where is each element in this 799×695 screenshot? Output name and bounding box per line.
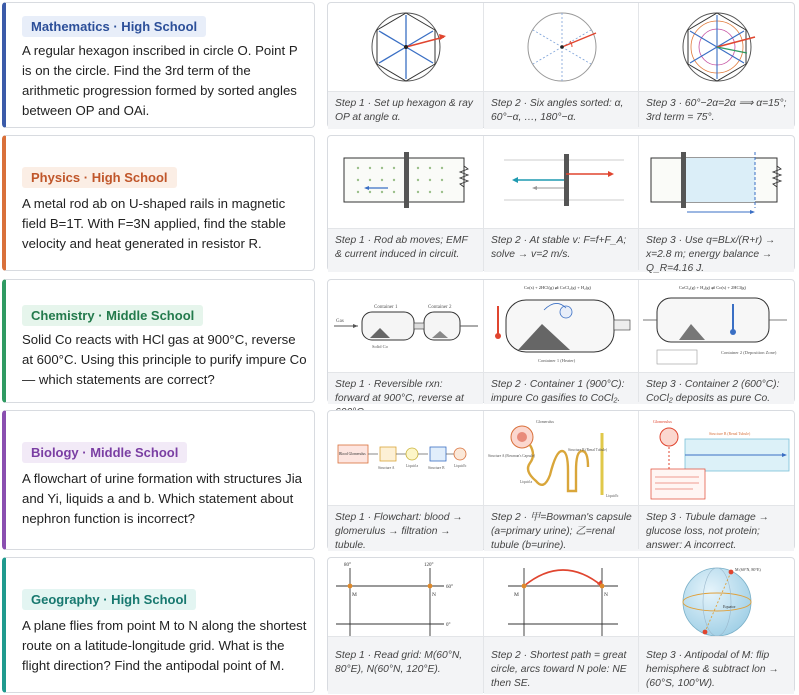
row-biology bbox=[0, 410, 799, 550]
reversible-reaction-figure bbox=[328, 280, 483, 372]
step-2 bbox=[483, 280, 639, 402]
displacement-figure bbox=[639, 136, 794, 224]
problem-card-biology bbox=[2, 410, 315, 550]
problem-text: A metal rod ab on U-shaped rails in magnetic field B=1T. With F=3N applied, find the stable velocity and heat generated in resistor R. bbox=[22, 196, 286, 251]
step-caption: Step 3 · Use q=BLx/(R+r) → x=2.8 m; energy balance → Q_R=4.16 J. bbox=[639, 228, 794, 272]
row-physics bbox=[0, 135, 799, 274]
label-m: M bbox=[352, 592, 357, 598]
step-1 bbox=[328, 411, 483, 549]
label-point-m: M (60°N, 80°E) bbox=[735, 567, 761, 572]
step-caption: Step 2 · Shortest path = great circle, arcs toward N pole: NE then SE. bbox=[484, 636, 639, 694]
angle-solution-figure bbox=[639, 3, 794, 91]
row-math bbox=[0, 2, 799, 128]
step-caption: Step 1 · Set up hexagon & ray OP at angle α. bbox=[328, 91, 483, 129]
row-chemistry bbox=[0, 279, 799, 403]
nephron-figure bbox=[484, 411, 639, 505]
label-lon-120: 120° bbox=[424, 563, 434, 568]
step-3 bbox=[638, 3, 794, 127]
equation-label: Co(s) + 2HCl(g) ⇌ CoCl₂(g) + H₂(g) bbox=[524, 285, 591, 290]
label-container-2: Container 2 bbox=[428, 305, 452, 310]
step-caption: Step 3 · Tubule damage → glucose loss, not protein; answer: A incorrect. bbox=[639, 505, 794, 551]
row-geography bbox=[0, 557, 799, 693]
hexagon-ray-figure bbox=[328, 3, 483, 91]
label-solid-co: Solid Co bbox=[372, 344, 388, 349]
step-caption: Step 1 · Flowchart: blood → glomerulus → filtration → tubule. bbox=[328, 505, 483, 551]
six-angles-figure bbox=[484, 3, 639, 91]
problem-text: A plane flies from point M to N along the shortest route on a latitude-longitude grid. What is the flight direction? Find the antipodal point of M. bbox=[22, 618, 307, 673]
label-m: M bbox=[514, 592, 519, 598]
equation-label: CoCl₂(g) + H₂(g) ⇌ Co(s) + 2HCl(g) bbox=[679, 285, 746, 290]
label-gas: Gas bbox=[336, 319, 344, 324]
step-caption: Step 1 · Rod ab moves; EMF & current induced in circuit. bbox=[328, 228, 483, 272]
subject-badge: Mathematics · High School bbox=[22, 16, 206, 37]
label-lat-60: 60° bbox=[446, 585, 453, 590]
label-glomerulus: Glomerulus bbox=[653, 419, 672, 424]
step-caption: Step 2 · Container 1 (900°C): impure Co gasifies to CoCl₂. bbox=[484, 372, 639, 404]
urine-flowchart-figure bbox=[328, 411, 483, 505]
solution-steps-geography bbox=[327, 557, 795, 693]
label-lon-80: 80° bbox=[344, 563, 351, 568]
label-liquid-b: Liquid b bbox=[606, 494, 619, 498]
label-liquid-a: Liquid a bbox=[520, 480, 533, 484]
label-blood-glomerulus: Blood Glomerulus bbox=[339, 452, 366, 456]
label-renal-tubule: Structure B (Renal Tubule) bbox=[568, 448, 608, 452]
problem-card-geography bbox=[2, 557, 315, 693]
rails-rod-figure bbox=[328, 136, 483, 224]
label-container-deposition: Container 2 (Deposition Zone) bbox=[721, 350, 777, 355]
step-3 bbox=[638, 411, 794, 549]
step-caption: Step 2 · At stable v: F=f+F_A; solve → v=2 m/s. bbox=[484, 228, 639, 272]
label-container-1: Container 1 bbox=[374, 305, 398, 310]
step-1 bbox=[328, 558, 483, 692]
step-caption: Step 3 · Container 2 (600°C): CoCl₂ deposits as pure Co. bbox=[639, 372, 794, 404]
step-caption: Step 3 · 60°−2α=2α ⟹ α=15°; 3rd term = 75°. bbox=[639, 91, 794, 129]
step-caption: Step 3 · Antipodal of M: flip hemisphere & subtract lon → (60°S, 100°W). bbox=[639, 636, 794, 694]
lat-lon-grid-figure bbox=[328, 558, 483, 646]
step-caption: Step 1 · Reversible rxn: forward at 900°C, reverse at bbox=[328, 372, 483, 404]
label-container-heater: Container 1 (Heater) bbox=[538, 358, 576, 363]
step-2 bbox=[483, 3, 639, 127]
solution-steps-biology bbox=[327, 410, 795, 550]
label-n: N bbox=[432, 592, 436, 598]
solution-steps-physics bbox=[327, 135, 795, 274]
great-circle-figure bbox=[484, 558, 639, 646]
label-bowmans-capsule: Structure A (Bowman's Capsule) bbox=[488, 454, 536, 458]
deposition-figure bbox=[639, 280, 794, 372]
problem-card-math bbox=[2, 2, 315, 128]
subject-badge: Biology · Middle School bbox=[22, 442, 187, 463]
subject-badge: Physics · High School bbox=[22, 167, 177, 188]
container-heater-figure bbox=[484, 280, 639, 372]
label-n: N bbox=[604, 592, 608, 598]
solution-steps-chemistry bbox=[327, 279, 795, 403]
label-structure-a: Structure A bbox=[378, 466, 395, 470]
subject-badge: Geography · High School bbox=[22, 589, 196, 610]
step-1 bbox=[328, 136, 483, 270]
solution-steps-math bbox=[327, 2, 795, 128]
subject-badge: Chemistry · Middle School bbox=[22, 305, 203, 326]
label-liquid-a: Liquid a bbox=[406, 464, 419, 468]
antipode-globe-figure bbox=[639, 558, 794, 646]
step-2 bbox=[483, 136, 639, 270]
problem-text: A flowchart of urine formation with structures Jia and Yi, liquids a and b. Which statement about nephron function is incorrect? bbox=[22, 471, 302, 526]
label-lat-0: 0° bbox=[446, 623, 451, 628]
step-3 bbox=[638, 558, 794, 692]
step-2 bbox=[483, 558, 639, 692]
label-equator: Equator bbox=[723, 604, 736, 609]
step-3 bbox=[638, 280, 794, 402]
step-2 bbox=[483, 411, 639, 549]
label-liquid-b: Liquid b bbox=[454, 464, 467, 468]
problem-card-chemistry bbox=[2, 279, 315, 403]
step-1 bbox=[328, 280, 483, 402]
problem-text: Solid Co reacts with HCl gas at 900°C, reverse at 600°C. Using this principle to purify impure Co — which statements are correct? bbox=[22, 332, 307, 387]
label-glomerulus: Glomerulus bbox=[536, 420, 554, 424]
label-renal-tubule: Structure B (Renal Tubule) bbox=[709, 432, 751, 436]
step-caption: Step 1 · Read grid: M(60°N, 80°E), N(60°N, 120°E). bbox=[328, 636, 483, 694]
problem-text: A regular hexagon inscribed in circle O. Point P is on the circle. Find the 3rd term of the arithmetic progression formed by sorted angles between OP and OAi. bbox=[22, 43, 298, 118]
tubule-damage-figure bbox=[639, 411, 794, 505]
problem-card-physics bbox=[2, 135, 315, 271]
step-caption: Step 2 · Six angles sorted: α, 60°−α, …, 180°−α. bbox=[484, 91, 639, 129]
label-structure-b: Structure B bbox=[428, 466, 445, 470]
step-1 bbox=[328, 3, 483, 127]
force-balance-figure bbox=[484, 136, 639, 224]
step-3 bbox=[638, 136, 794, 274]
step-caption: Step 2 · 甲=Bowman's capsule (a=primary urine); 乙=renal tubule (b=urine). bbox=[484, 505, 639, 551]
